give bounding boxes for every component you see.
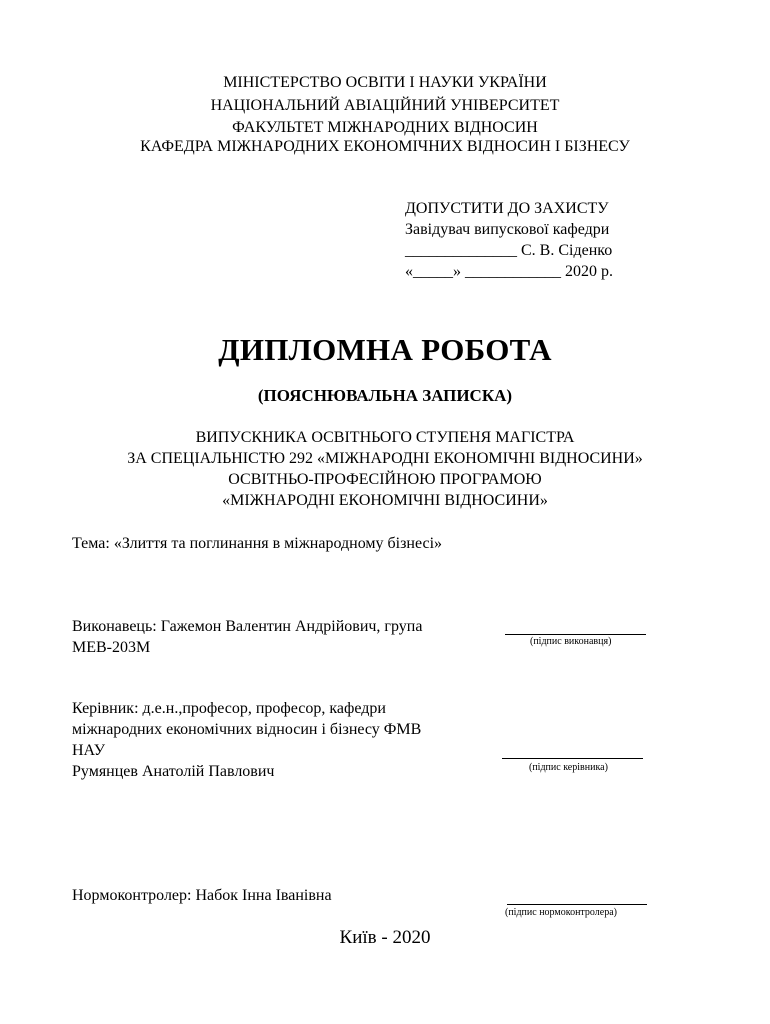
normcontroller-line: Нормоконтролер: Набок Інна Іванівна (72, 887, 332, 904)
degree-line-2: ЗА СПЕЦІАЛЬНІСТЮ 292 «МІЖНАРОДНІ ЕКОНОМІЧНІ ВІДНОСИНИ» (127, 450, 643, 467)
executor-line-1: Виконавець: Гажемон Валентин Андрійович, група (72, 618, 423, 635)
ministry-line: МІНІСТЕРСТВО ОСВІТИ І НАУКИ УКРАЇНИ (223, 74, 547, 91)
supervisor-line-1: Керівник: д.е.н.,професор, професор, кафедри (72, 700, 386, 717)
normcontroller-signature-caption: (підпис нормоконтролера) (505, 907, 617, 918)
approval-role: Завідувач випускової кафедри (405, 221, 610, 238)
supervisor-line-3: НАУ (72, 742, 106, 759)
city-year: Київ - 2020 (339, 927, 431, 948)
executor-signature-line (505, 634, 646, 635)
faculty-line: ФАКУЛЬТЕТ МІЖНАРОДНИХ ВІДНОСИН (232, 119, 538, 136)
approval-date: «_____» ____________ 2020 р. (405, 263, 613, 280)
document-subtitle: (ПОЯСНЮВАЛЬНА ЗАПИСКА) (257, 386, 513, 405)
degree-line-3: ОСВІТНЬО-ПРОФЕСІЙНОЮ ПРОГРАМОЮ (228, 471, 542, 488)
department-line: КАФЕДРА МІЖНАРОДНИХ ЕКОНОМІЧНИХ ВІДНОСИН І БІЗНЕСУ (140, 138, 630, 155)
degree-line-1: ВИПУСКНИКА ОСВІТНЬОГО СТУПЕНЯ МАГІСТРА (195, 429, 575, 446)
normcontroller-signature-line (507, 904, 647, 905)
degree-line-4: «МІЖНАРОДНІ ЕКОНОМІЧНІ ВІДНОСИНИ» (222, 492, 548, 509)
university-line: НАЦІОНАЛЬНИЙ АВІАЦІЙНИЙ УНІВЕРСИТЕТ (210, 97, 560, 114)
executor-line-2: МЕВ-203М (72, 639, 151, 656)
supervisor-signature-caption: (підпис керівника) (529, 762, 608, 773)
executor-signature-caption: (підпис виконавця) (530, 636, 612, 647)
document-title: ДИПЛОМНА РОБОТА (218, 332, 552, 367)
topic-line: Тема: «Злиття та поглинання в міжнародному бізнесі» (72, 535, 443, 552)
supervisor-signature-line (502, 758, 643, 759)
supervisor-line-2: міжнародних економічних відносин і бізнесу ФМВ (72, 721, 422, 738)
approval-heading: ДОПУСТИТИ ДО ЗАХИСТУ (405, 200, 609, 217)
approval-signature: ______________ С. В. Сіденко (405, 242, 613, 259)
supervisor-name: Румянцев Анатолій Павлович (72, 763, 275, 780)
